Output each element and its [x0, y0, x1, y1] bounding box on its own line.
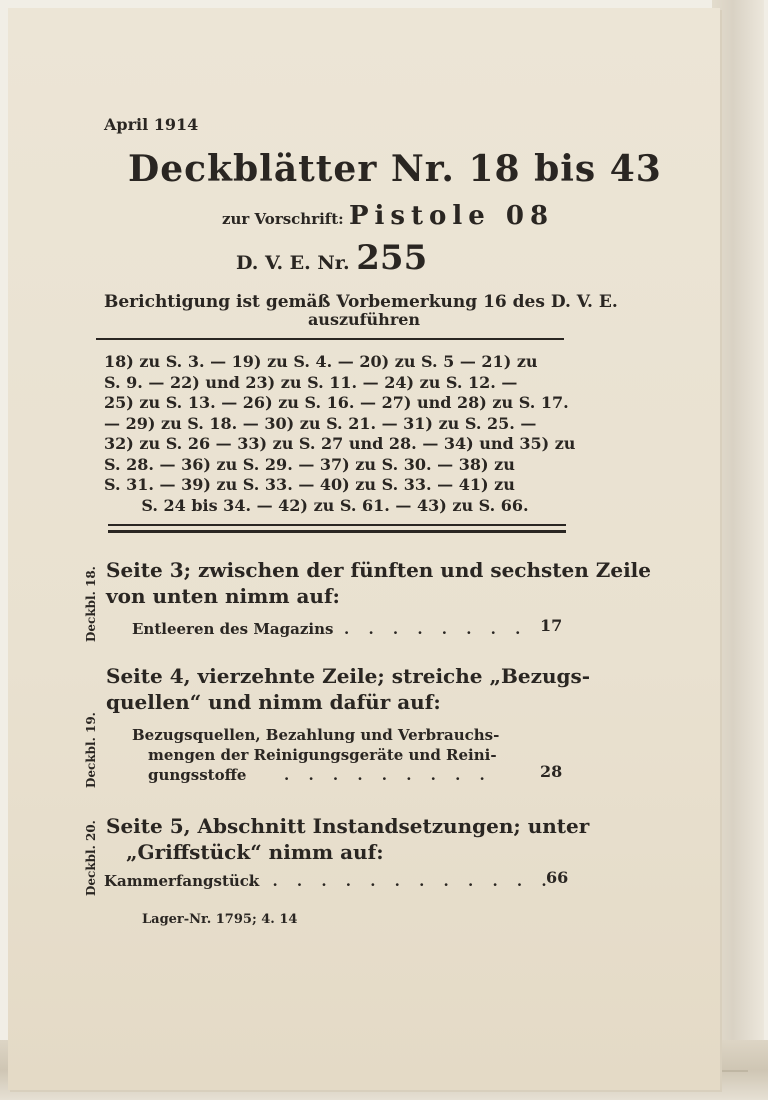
document-title: Deckblätter Nr. 18 bis 43 — [128, 148, 662, 190]
page-number: 28 — [540, 762, 563, 781]
section-18-item: Entleeren des Magazins — [132, 620, 334, 638]
correction-line: 25) zu S. 13. — 26) zu S. 16. — 27) und 28) zu S. 17. — [104, 393, 569, 412]
section-19-heading-2: quellen“ und nimm dafür auf: — [106, 690, 441, 714]
correction-note-line-2: auszuführen — [307, 310, 421, 329]
section-19-item-line-2: mengen der Reinigungsgeräte und Reini- — [148, 746, 497, 764]
leader-dots: . . . . . . . . — [344, 620, 528, 638]
divider-rule-top — [96, 338, 564, 340]
leader-dots: . . . . . . . . . . . . . — [248, 872, 554, 890]
correction-line: 18) zu S. 3. — 19) zu S. 4. — 20) zu S. 5 — 21) zu — [104, 352, 538, 371]
divider-rule-thick — [108, 530, 566, 533]
side-label-deckbl-19: Deckbl. 19. — [84, 712, 98, 788]
page-number: 17 — [540, 616, 563, 635]
subtitle-prefix: zur Vorschrift: — [222, 210, 344, 228]
section-19-item-line-1: Bezugsquellen, Bezahlung und Verbrauchs- — [132, 726, 500, 744]
side-label-deckbl-20: Deckbl. 20. — [84, 820, 98, 896]
issue-date: April 1914 — [104, 115, 199, 134]
section-18-heading-1: Seite 3; zwischen der fünften und sechsten Zeile — [106, 558, 651, 582]
correction-line: 32) zu S. 26 — 33) zu S. 27 und 28. — 34) und 35) zu — [104, 434, 576, 453]
document-page — [8, 8, 720, 1090]
correction-line: S. 31. — 39) zu S. 33. — 40) zu S. 33. — 41) zu — [104, 475, 515, 494]
side-label-deckbl-18: Deckbl. 18. — [84, 566, 98, 642]
correction-note-line-1: Berichtigung ist gemäß Vorbemerkung 16 des D. V. E. — [104, 292, 618, 312]
footer-stock-number: Lager-Nr. 1795; 4. 14 — [142, 912, 298, 927]
section-20-heading-1: Seite 5, Abschnitt Instandsetzungen; unter — [106, 814, 590, 838]
section-18-heading-2: von unten nimm auf: — [106, 584, 340, 608]
correction-line: — 29) zu S. 18. — 30) zu S. 21. — 31) zu S. 25. — — [104, 413, 537, 433]
section-19-item-line-3: gungsstoffe — [148, 766, 247, 784]
subtitle-main: Pistole 08 — [348, 201, 555, 231]
section-20-heading-2: „Griffstück“ nimm auf: — [126, 840, 384, 864]
leader-dots: . . . . . . . . . — [284, 766, 492, 784]
correction-line: S. 24 bis 34. — 42) zu S. 61. — 43) zu S. 66. — [141, 495, 529, 515]
regulation-subtitle — [222, 201, 554, 231]
dve-label: D. V. E. Nr. — [236, 252, 350, 274]
dve-number: 255 — [356, 238, 428, 278]
correction-line: S. 9. — 22) und 23) zu S. 11. — 24) zu S. 12. — — [104, 372, 518, 392]
divider-rule-thin — [108, 524, 566, 526]
dve-reference — [236, 238, 427, 278]
section-20-item: Kammerfangstück — [104, 872, 260, 890]
correction-list — [104, 352, 576, 516]
page-number: 66 — [546, 868, 569, 887]
section-19-heading-1: Seite 4, vierzehnte Zeile; streiche „Bezugs- — [106, 664, 591, 688]
correction-line: S. 28. — 36) zu S. 29. — 37) zu S. 30. — 38) zu — [104, 454, 515, 474]
